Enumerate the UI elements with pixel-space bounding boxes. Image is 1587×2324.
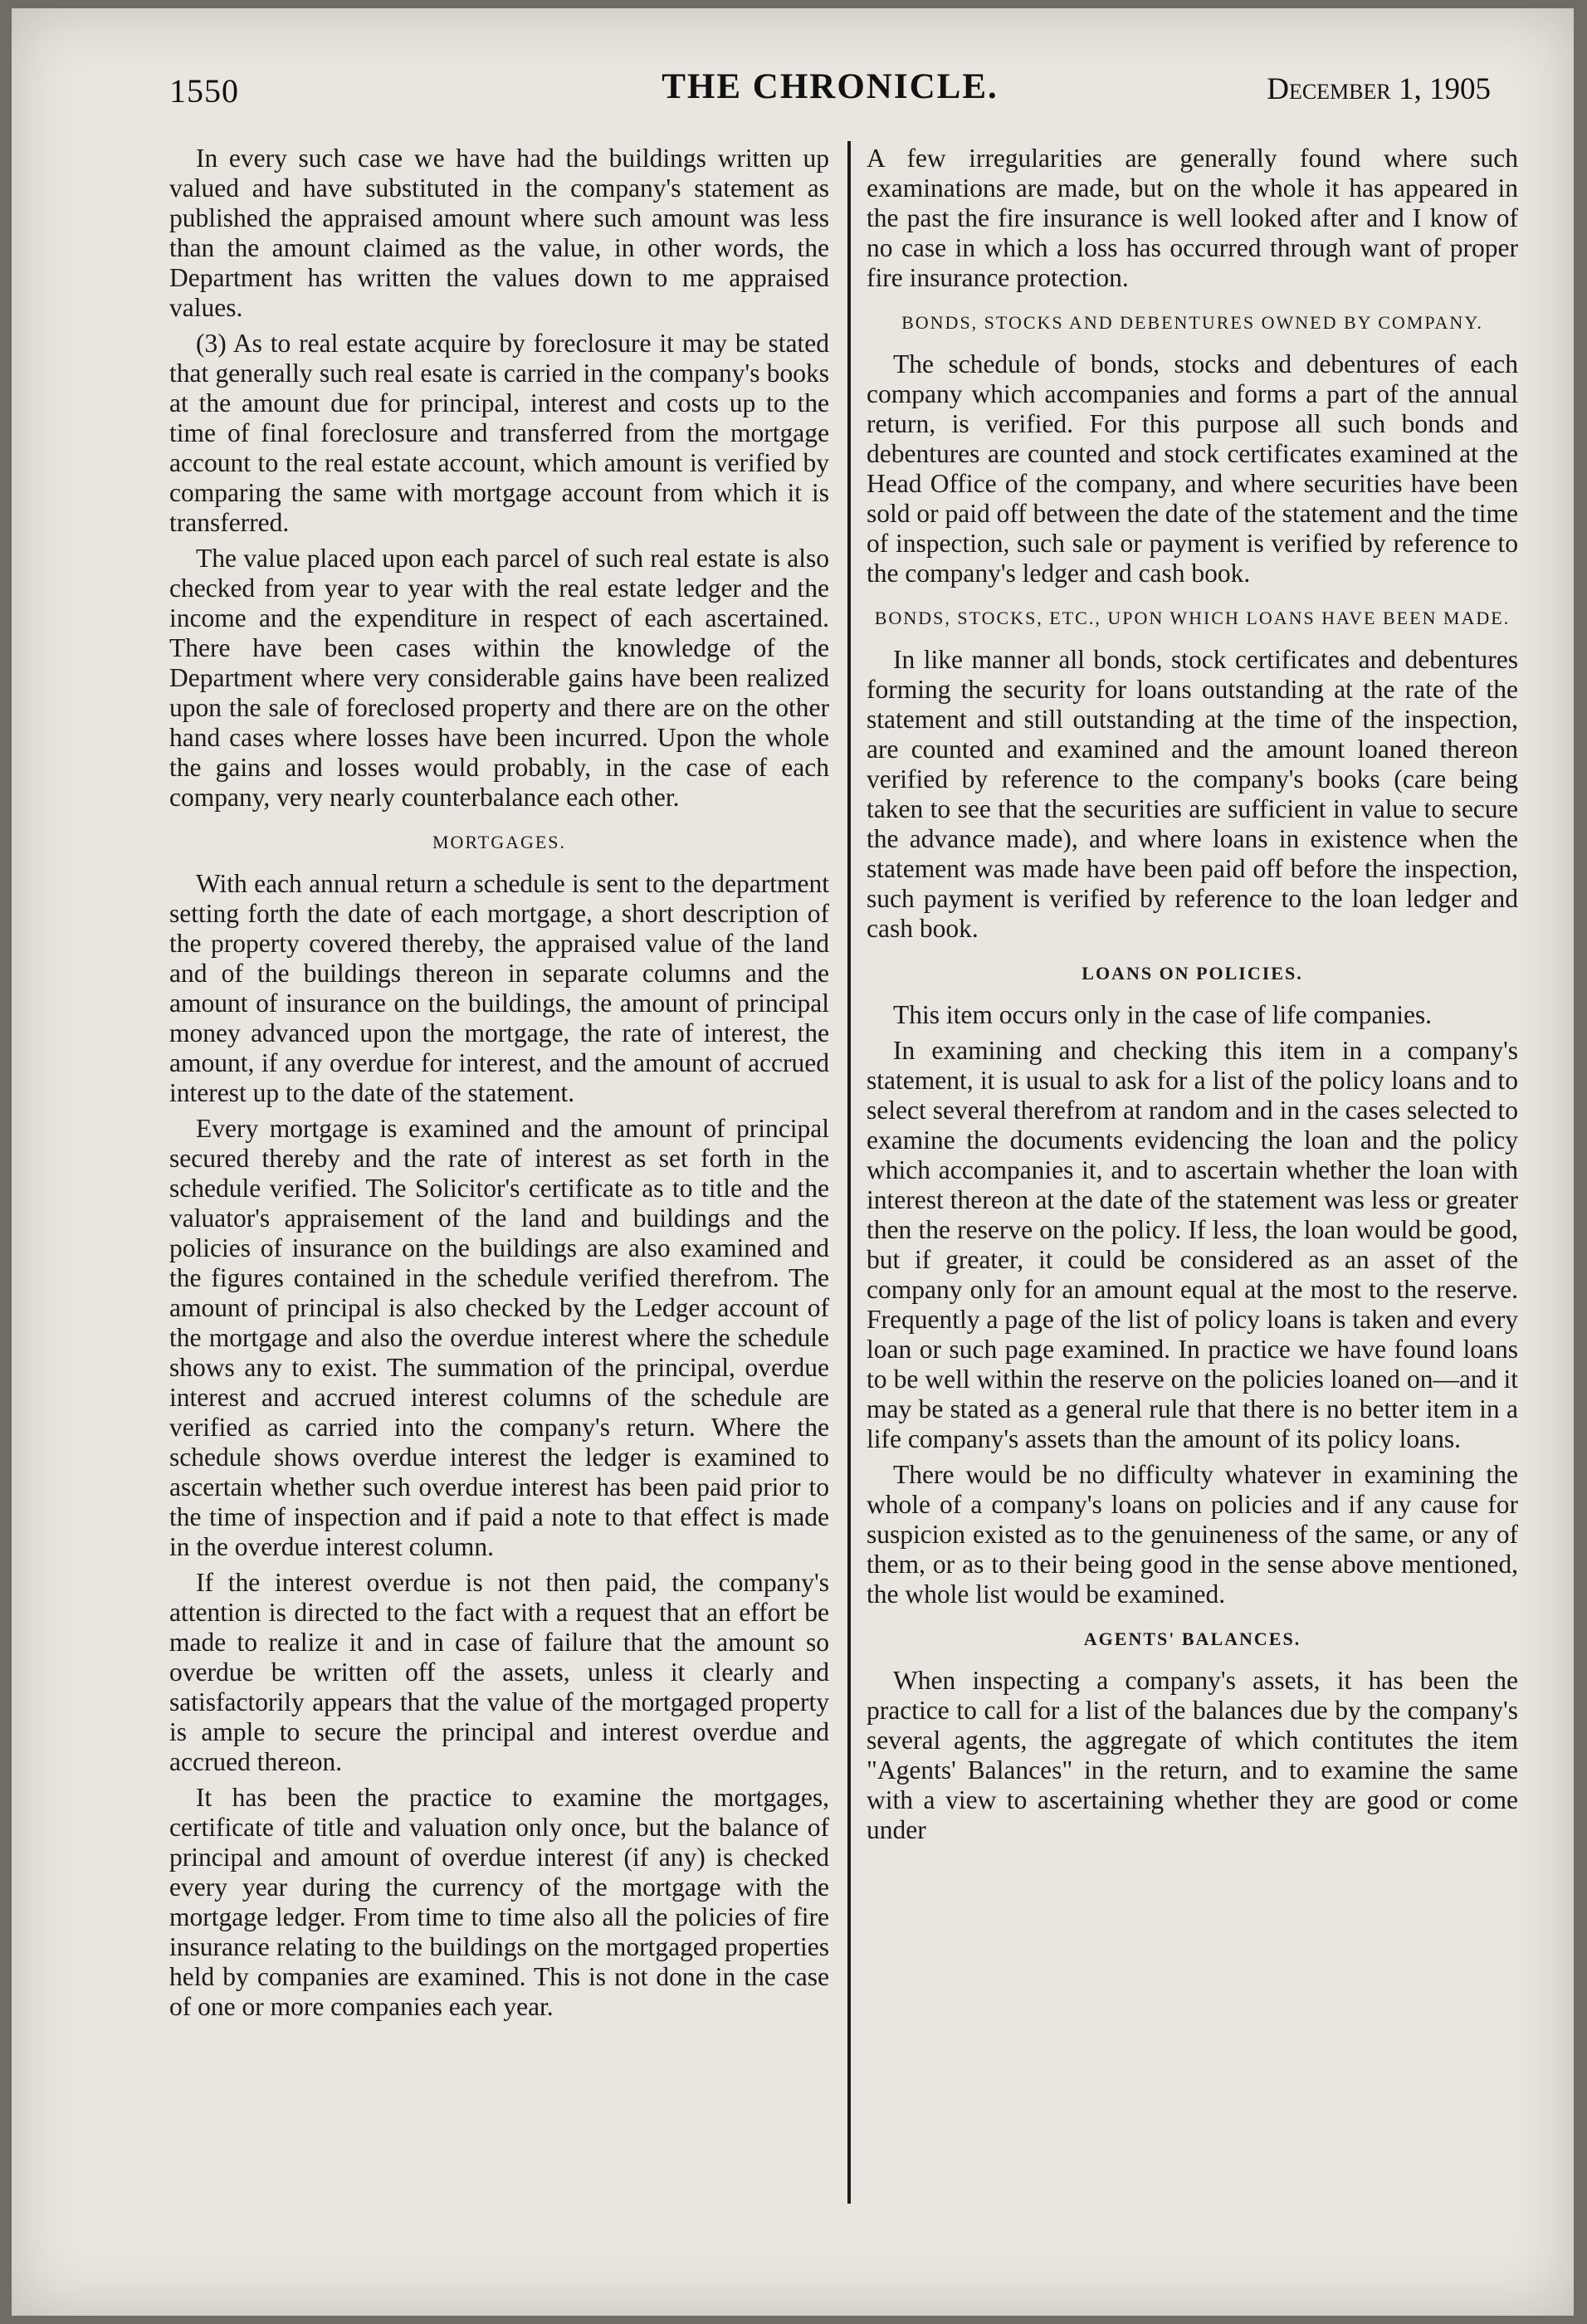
column-divider <box>847 141 851 2204</box>
page-number: 1550 <box>169 72 239 110</box>
masthead-title: THE CHRONICLE. <box>662 67 999 106</box>
paragraph: In examining and checking this item in a company's statement, it is usual to ask for a list of the policy loans and to select several therefrom at random and in the cases selected to examine the documents evidencing the loan and the policy which accompanies it, and to ascertain whether the loan with interest thereon at the date of the statement was less or greater then the reserve on the policy. If less, the loan would be good, but if greater, it could be considered as an asset of the company only for an amount equal at the most to the reserve. Frequently a page of the list of policy loans is taken and every loan or such page examined. In practice we have found loans to be well within the reserve on the policies loaned on—and it may be stated as a general rule that there is no better item in a life company's assets than the amount of its policy loans. <box>867 1036 1518 1453</box>
section-heading-loans-on-policies: LOANS ON POLICIES. <box>1082 963 1303 984</box>
paragraph: Every mortgage is examined and the amount of principal secured thereby and the rate of interest as set forth in the schedule verified. The Solicitor's certificate as to title and the valuator's appraisement of the land and buildings and the policies of insurance on the buildings are also examined and the figures contained in the schedule verified therefrom. The amount of principal is also checked by the Ledger account of the mortgage and also the overdue interest where the schedule shows any to exist. The summation of the principal, overdue interest and accrued interest columns of the schedule are verified as carried into the company's return. Where the schedule shows overdue interest the ledger is examined to ascertain whether such overdue interest has been paid prior to the time of inspection and if paid a note to that effect is made in the overdue interest column. <box>169 1114 829 1561</box>
section-heading-bonds-owned: BONDS, STOCKS AND DEBENTURES OWNED BY COMPANY. <box>901 312 1483 333</box>
issue-date: December 1, 1905 <box>1267 72 1491 106</box>
paragraph: A few irregularities are generally found where such examinations are made, but on the whole it has appeared in the past the fire insurance is well looked after and I know of no case in which a loss has occurred through want of proper fire insurance protection. <box>867 144 1518 292</box>
paragraph: In like manner all bonds, stock certificates and debentures forming the security for loans outstanding at the rate of the statement and still outstanding at the time of the inspection, are counted and examined and the amount loaned thereon verified by reference to the company's books (care being taken to see that the securities are sufficient in value to secure the advance made), and where loans in existence when the statement was made have been paid off before the inspection, such payment is verified by reference to the loan ledger and cash book. <box>867 645 1518 943</box>
paragraph: With each annual return a schedule is sent to the department setting forth the date of each mortgage, a short description of the property covered thereby, the appraised value of the land and of the buildings thereon in separate columns and the amount of insurance on the buildings, the amount of principal money advanced upon the mortgage, the rate of interest, the amount, if any overdue for interest, and the amount of accrued interest up to the date of the statement. <box>169 869 829 1107</box>
paragraph: This item occurs only in the case of life companies. <box>893 1000 1433 1029</box>
newspaper-page <box>12 8 1574 2316</box>
paragraph: There would be no difficulty whatever in examining the whole of a company's loans on policies and if any cause for suspicion existed as to the genuineness of the same, or any of them, or as to their being good in the sense above mentioned, the whole list would be examined. <box>867 1460 1518 1609</box>
paragraph: The value placed upon each parcel of such real estate is also checked from year to year with the real estate ledger and the income and the expenditure in respect of each ascertained. There have been cases within the knowledge of the Department where very considerable gains have been realized upon the sale of foreclosed property and there are on the other hand cases where losses have been incurred. Upon the whole the gains and losses would probably, in the case of each company, very nearly counterbalance each other. <box>169 544 829 812</box>
paragraph: When inspecting a company's assets, it has been the practice to call for a list of the balances due by the company's several agents, the aggregate of which contitutes the item "Agents' Balances" in the return, and to examine the same with a view to ascertaining whether they are good or come under <box>867 1666 1518 1844</box>
right-column <box>867 144 1518 1851</box>
paragraph: The schedule of bonds, stocks and debentures of each company which accompanies and forms a part of the annual return, is verified. For this purpose all such bonds and debentures are counted and stock certificates examined at the Head Office of the company, and where securities have been sold or paid off between the date of the statement and the time of inspection, such sale or payment is verified by reference to the company's ledger and cash book. <box>867 349 1518 588</box>
section-heading-agents-balances: AGENTS' BALANCES. <box>1083 1628 1301 1649</box>
paragraph: In every such case we have had the buildings written up valued and have substituted in the company's statement as published the appraised amount where such amount was less than the amount claimed as the value, in other words, the Department has written the values down to me appraised values. <box>169 144 829 322</box>
paragraph: It has been the practice to examine the mortgages, certificate of title and valuation only once, but the balance of principal and amount of overdue interest (if any) is checked every year during the currency of the mortgage with the mortgage ledger. From time to time also all the policies of fire insurance relating to the buildings on the mortgaged properties held by companies are examined. This is not done in the case of one or more companies each year. <box>169 1783 829 2021</box>
page-header <box>169 66 1491 116</box>
left-column <box>169 144 829 2028</box>
section-heading-mortgages: MORTGAGES. <box>432 832 567 852</box>
section-heading-bonds-loans: BONDS, STOCKS, ETC., UPON WHICH LOANS HAVE BEEN MADE. <box>874 608 1511 628</box>
paragraph: (3) As to real estate acquire by foreclosure it may be stated that generally such real esate is carried in the company's books at the amount due for principal, interest and costs up to the time of final foreclosure and transferred from the mortgage account to the real estate account, which amount is verified by comparing the same with mortgage account from which it is transferred. <box>169 329 829 537</box>
paragraph: If the interest overdue is not then paid, the company's attention is directed to the fact with a request that an effort be made to realize it and in case of failure that the amount so overdue be written off the assets, unless it clearly and satisfactorily appears that the value of the mortgaged property is ample to secure the principal and interest overdue and accrued thereon. <box>169 1568 829 1776</box>
